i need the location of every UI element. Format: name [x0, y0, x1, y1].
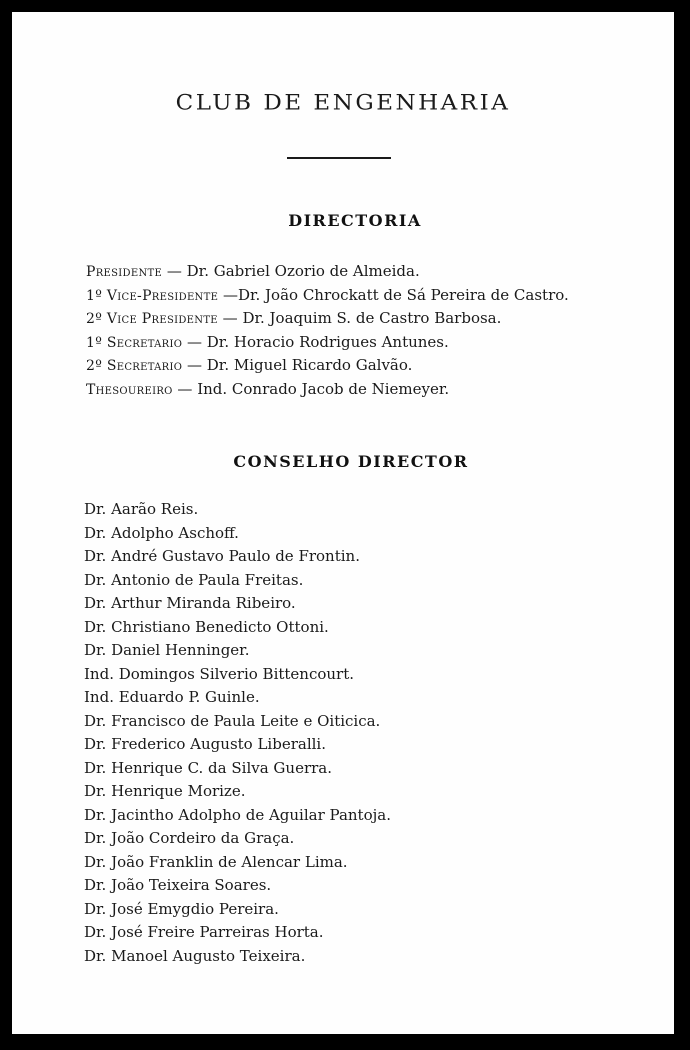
title-divider	[287, 157, 391, 159]
council-member: Dr. José Freire Parreiras Horta.	[84, 923, 324, 941]
officer-role: Presidente	[86, 264, 163, 280]
role-separator: —	[162, 262, 187, 280]
officer-role: Thesoureiro	[86, 381, 173, 398]
directoria-entry	[86, 307, 569, 331]
role-separator: —	[217, 309, 243, 327]
council-member: Dr. Antonio de Paula Freitas.	[84, 570, 304, 589]
council-member: Dr. Aarão Reis.	[84, 500, 199, 518]
document-page	[12, 12, 674, 1034]
directoria-heading: DIRECTORIA	[288, 211, 422, 230]
council-member: Dr. Jacintho Adolpho de Aguilar Pantoja.	[84, 805, 391, 824]
officer-name: Ind. Conrado Jacob de Niemeyer.	[197, 379, 450, 398]
council-member: Dr. João Franklin de Alencar Lima.	[84, 852, 348, 871]
officer-role: 2º Secretario	[86, 358, 183, 374]
conselho-heading: CONSELHO DIRECTOR	[233, 452, 469, 471]
council-member: Dr. Francisco de Paula Leite e Oiticica.	[84, 711, 381, 730]
officer-role: 2º Vice Presidente	[86, 311, 218, 327]
officer-role: 1º Secretario	[86, 334, 183, 351]
council-member: Dr. José Emygdio Pereira.	[84, 899, 279, 918]
officer-name: Dr. João Chrockatt de Sá Pereira de Castro.	[237, 285, 569, 304]
conselho-list	[84, 498, 391, 968]
council-member: Ind. Domingos Silverio Bittencourt.	[84, 664, 355, 683]
officer-name: Dr. Horacio Rodrigues Antunes.	[206, 332, 449, 351]
officer-role: 1º Vice-Presidente	[86, 287, 219, 304]
council-member: Dr. Christiano Benedicto Ottoni.	[84, 617, 329, 636]
role-separator: —	[172, 379, 198, 398]
council-member: Dr. Daniel Henninger.	[84, 641, 250, 659]
directoria-entry	[86, 331, 569, 355]
council-member: Dr. João Cordeiro da Graça.	[84, 829, 295, 847]
directoria-list	[86, 260, 569, 401]
officer-name: Dr. Miguel Ricardo Galvão.	[206, 356, 413, 374]
page-title: CLUB DE ENGENHARIA	[175, 91, 511, 115]
directoria-entry	[86, 284, 569, 308]
role-separator: —	[182, 356, 207, 374]
council-member: Dr. Arthur Miranda Ribeiro.	[84, 594, 296, 612]
council-member: Dr. Henrique Morize.	[84, 782, 246, 800]
council-member: Dr. André Gustavo Paulo de Frontin.	[84, 547, 360, 565]
directoria-entry	[86, 260, 569, 284]
role-separator: —	[218, 285, 238, 304]
role-separator: —	[182, 332, 207, 351]
officer-name: Dr. Joaquim S. de Castro Barbosa.	[242, 309, 502, 327]
directoria-entry	[86, 354, 569, 378]
council-member: Ind. Eduardo P. Guinle.	[84, 688, 260, 706]
council-member: Dr. Frederico Augusto Liberalli.	[84, 735, 326, 753]
officer-name: Dr. Gabriel Ozorio de Almeida.	[186, 262, 420, 280]
council-member: Dr. João Teixeira Soares.	[84, 876, 272, 894]
directoria-entry	[86, 378, 569, 402]
council-member: Dr. Henrique C. da Silva Guerra.	[84, 758, 332, 777]
council-member: Dr. Manoel Augusto Teixeira.	[84, 946, 306, 965]
council-member: Dr. Adolpho Aschoff.	[84, 523, 239, 542]
